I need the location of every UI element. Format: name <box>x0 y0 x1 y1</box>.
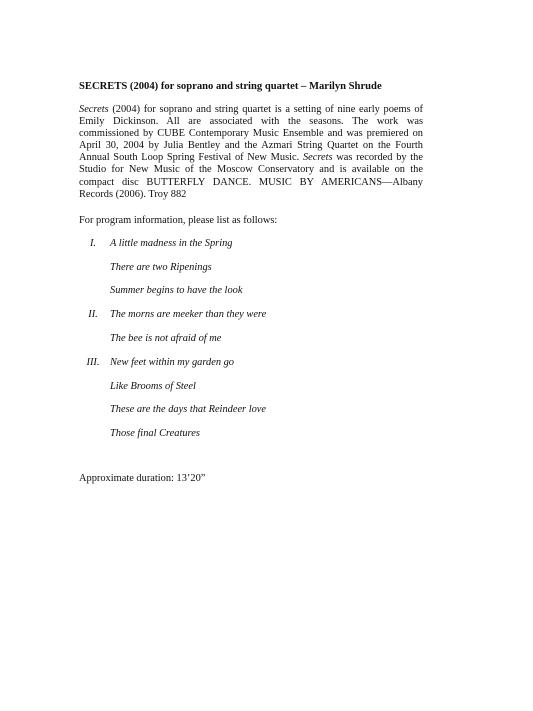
movement-numeral: III. <box>86 356 100 368</box>
work-title-italic: Secrets <box>79 104 109 115</box>
poem-title: New feet within my garden go <box>110 356 234 368</box>
duration-text: Approximate duration: 13’20” <box>79 472 206 484</box>
movement-row <box>79 309 423 333</box>
movement-row <box>79 262 423 286</box>
poem-title: A little madness in the Spring <box>110 237 233 249</box>
intro-text-part-2: was recorded by the Studio for New Music of the Moscow Conservatory and is available on the compact disc BUTTERFLY DANCE. MUSIC BY AMERICANS—Albany Records (2006). Troy 882 <box>79 152 423 200</box>
movement-list <box>79 238 423 452</box>
poem-title: Summer begins to have the look <box>110 285 243 297</box>
movement-row <box>79 357 423 381</box>
movement-row <box>79 238 423 262</box>
program-note: For program information, please list as follows: <box>79 214 278 226</box>
movement-row <box>79 333 423 357</box>
poem-title: These are the days that Reindeer love <box>110 404 267 416</box>
poem-title: Those final Creatures <box>110 428 200 440</box>
poem-title: The morns are meeker than they were <box>110 309 267 321</box>
movement-numeral: I. <box>89 237 97 249</box>
intro-paragraph <box>79 104 423 201</box>
movement-row <box>79 404 423 428</box>
intro-text-part-1: (2004) for soprano and string quartet is a setting of nine early poems of Emily Dickinson. All are associated with the seasons. The work was commissioned by CUBE Contemporary Music Ensemble and was premiered on April 30, 2004 by Julia Bentley and the Azmari String Quartet on the Fourth Annual South Loop Spring Festival of New Music. <box>79 104 423 164</box>
movement-numeral: II. <box>88 309 98 321</box>
movement-row <box>79 285 423 309</box>
work-title-italic: Secrets <box>302 152 333 164</box>
poem-title: There are two Ripenings <box>110 261 212 273</box>
poem-title: The bee is not afraid of me <box>110 332 222 344</box>
movement-row <box>79 381 423 405</box>
document-title: SECRETS (2004) for soprano and string quartet – Marilyn Shrude <box>79 81 382 92</box>
movement-row <box>79 428 423 452</box>
poem-title: Like Brooms of Steel <box>110 380 196 392</box>
document-page <box>79 80 423 485</box>
